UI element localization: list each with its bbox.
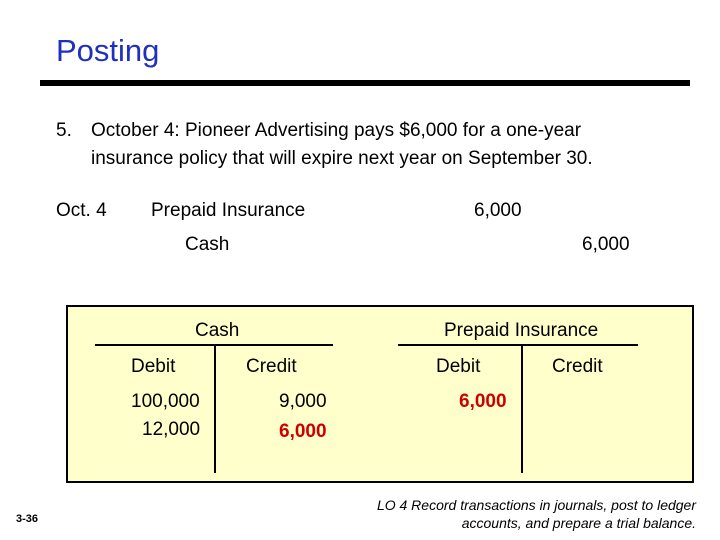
journal-debit-amount: 6,000 [474,200,522,221]
page-number: 3-36 [16,513,39,525]
journal-credit-account: Cash [185,234,230,255]
description-line-1: October 4: Pioneer Advertising pays $6,000 for a one-year [91,120,582,141]
cash-credit-entry: 9,000 [279,391,327,412]
title-divider [40,80,690,86]
t-account-name-prepaid-insurance: Prepaid Insurance [444,320,599,341]
cash-debit-entry: 100,000 [131,391,200,412]
journal-debit-account: Prepaid Insurance [151,200,306,221]
t-account-credit-header: Credit [246,356,297,377]
journal-credit-amount: 6,000 [582,234,630,255]
t-account-name-cash: Cash [195,320,240,341]
cash-debit-entry: 12,000 [142,419,201,440]
description-line-2: insurance policy that will expire next year on September 30. [91,148,593,169]
t-account-vertical-line [214,344,216,473]
t-account-vertical-line [521,344,523,473]
journal-date: Oct. 4 [56,200,107,221]
learning-objective-line-1: LO 4 Record transactions in journals, post to ledger [376,497,696,513]
item-number: 5. [56,120,72,141]
prepaid-insurance-debit-entry-posted: 6,000 [459,391,507,412]
t-account-debit-header: Debit [436,356,481,377]
cash-credit-entry-posted: 6,000 [279,421,327,442]
slide-title: Posting [56,33,160,68]
t-account-horizontal-line [398,344,638,346]
t-account-credit-header: Credit [552,356,603,377]
learning-objective-line-2: accounts, and prepare a trial balance. [461,515,696,531]
t-account-debit-header: Debit [131,356,176,377]
learning-objective [377,496,696,532]
